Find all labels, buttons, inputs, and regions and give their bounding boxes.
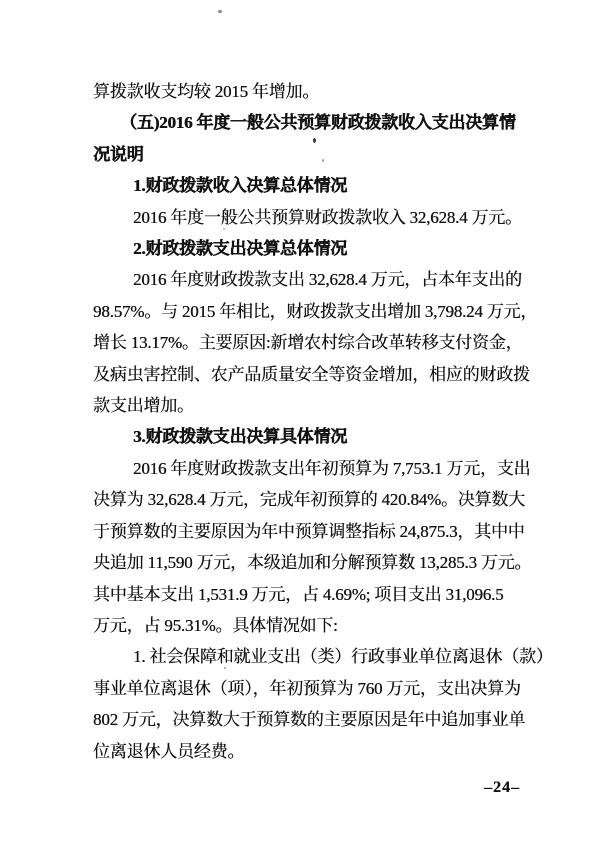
text-line: 位离退休人员经费。 [93, 741, 245, 761]
section-heading: 3.财政拨款支出决算具体情况 [133, 427, 347, 447]
section-heading: 2.财政拨款支出决算总体情况 [133, 239, 347, 259]
text-line: 1. 社会保障和就业支出（类）行政事业单位离退休（款） [133, 647, 553, 667]
text-line: 98.57%。与 2015 年相比，财政拨款支出增加 3,798.24 万元， [93, 301, 538, 321]
text-line: 决算为 32,628.4 万元，完成年初预算的 420.84%。决算数大 [93, 490, 525, 510]
text-line: 其中基本支出 1,531.9 万元，占 4.69%; 项目支出 31,096.5 [93, 584, 504, 604]
text-line: 款支出增加。 [93, 396, 194, 416]
page-number: –24– [484, 779, 520, 796]
text-line: 增长 13.17%。主要原因:新增农村综合改革转移支付资金， [93, 333, 523, 353]
text-line: 及病虫害控制、农产品质量安全等资金增加，相应的财政拨 [93, 364, 530, 384]
text-line: 2016 年度财政拨款支出 32,628.4 万元，占本年支出的 [133, 270, 522, 290]
section-heading: 1.财政拨款收入决算总体情况 [133, 176, 347, 196]
section-heading: 况说明 [93, 144, 144, 164]
text-line: 2016 年度一般公共预算财政拨款收入 32,628.4 万元。 [133, 207, 522, 227]
text-line: 于预算数的主要原因为年中预算调整指标 24,875.3，其中中 [93, 521, 525, 541]
text-line: 央追加 11,590 万元，本级追加和分解预算数 13,285.3 万元。 [93, 553, 532, 573]
document-body [93, 76, 553, 767]
section-heading: （五)2016 年度一般公共预算财政拨款收入支出决算情 [120, 113, 516, 133]
scan-speck [218, 10, 222, 13]
text-line: 2016 年度财政拨款支出年初预算为 7,753.1 万元，支出 [133, 458, 531, 478]
text-line: 万元，占 95.31%。具体情况如下: [93, 615, 338, 635]
text-line: 事业单位离退休（项），年初预算为 760 万元，支出决算为 [93, 678, 521, 698]
text-line: 802 万元，决算数大于预算数的主要原因是年中追加事业单 [93, 710, 526, 730]
text-line: 算拨款收支均较 2015 年增加。 [93, 82, 320, 101]
